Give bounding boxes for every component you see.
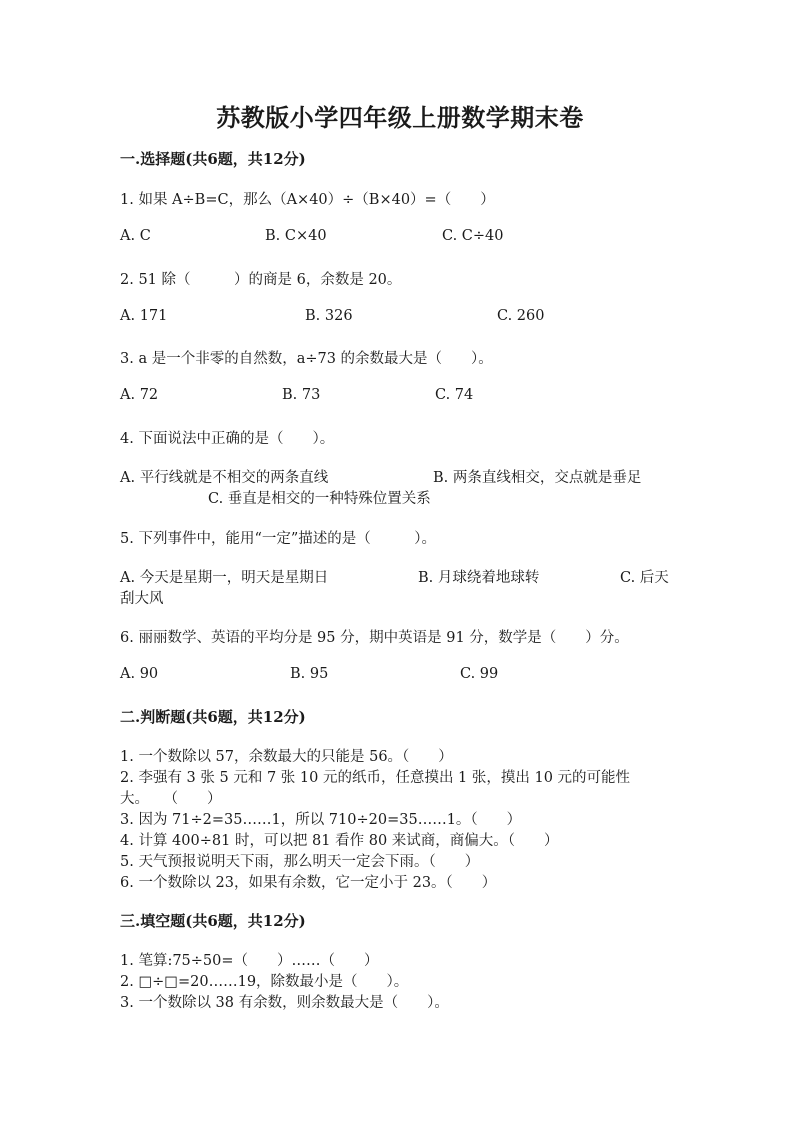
question-2-option-b: B. 326 — [305, 308, 353, 324]
question-5-stem: 5. 下列事件中，能用“一定”描述的是（ ）。 — [120, 531, 437, 547]
question-1-option-c: C. C÷40 — [442, 228, 504, 244]
question-3-option-b: B. 73 — [282, 387, 321, 403]
question-6-option-c: C. 99 — [460, 666, 499, 682]
question-3-option-c: C. 74 — [435, 387, 474, 403]
question-6-stem: 6. 丽丽数学、英语的平均分是 95 分，期中英语是 91 分，数学是（ ）分。 — [120, 630, 629, 646]
fill-blank-line-2: 2. □÷□=20……19，除数最小是（ ）。 — [120, 974, 409, 990]
judgement-line-3: 3. 因为 71÷2=35……1，所以 710÷20=35……1。（ ） — [120, 812, 522, 828]
question-2-option-c: C. 260 — [497, 308, 545, 324]
question-2-stem: 2. 51 除（ ）的商是 6，余数是 20。 — [120, 272, 402, 288]
question-4-stem: 4. 下面说法中正确的是（ ）。 — [120, 431, 335, 447]
question-6-option-b: B. 95 — [290, 666, 329, 682]
judgement-line-5: 5. 天气预报说明天下雨，那么明天一定会下雨。（ ） — [120, 854, 480, 870]
fill-blank-line-1: 1. 笔算:75÷50=（ ）……（ ） — [120, 953, 379, 969]
question-5-option-a: A. 今天是星期一，明天是星期日 — [120, 570, 329, 586]
section-heading-fill-blank: 三.填空题(共6题，共12分) — [120, 912, 306, 930]
exam-title: 苏教版小学四年级上册数学期末卷 — [216, 103, 584, 132]
question-1-option-b: B. C×40 — [265, 228, 327, 244]
question-4-option-a: A. 平行线就是不相交的两条直线 — [120, 470, 329, 486]
section-heading-judgement: 二.判断题(共6题，共12分) — [120, 708, 306, 726]
question-5-option-c-continued: 刮大风 — [120, 591, 164, 607]
question-5-option-c: C. 后天 — [620, 570, 669, 586]
question-4-option-c: C. 垂直是相交的一种特殊位置关系 — [208, 491, 431, 507]
question-1-option-a: A. C — [120, 228, 151, 244]
question-4-option-b: B. 两条直线相交，交点就是垂足 — [433, 470, 642, 486]
judgement-line-6: 6. 一个数除以 23，如果有余数，它一定小于 23。（ ） — [120, 875, 497, 891]
question-6-option-a: A. 90 — [120, 666, 159, 682]
judgement-line-4: 4. 计算 400÷81 时，可以把 81 看作 80 来试商，商偏大。（ ） — [120, 833, 559, 849]
fill-blank-line-3: 3. 一个数除以 38 有余数，则余数最大是（ ）。 — [120, 995, 449, 1011]
question-2-option-a: A. 171 — [120, 308, 168, 324]
question-3-stem: 3. a 是一个非零的自然数，a÷73 的余数最大是（ ）。 — [120, 351, 493, 367]
judgement-line-2-continued: 大。 （ ） — [120, 791, 222, 807]
section-heading-choice: 一.选择题(共6题，共12分) — [120, 150, 306, 168]
question-3-option-a: A. 72 — [120, 387, 159, 403]
question-1-stem: 1. 如果 A÷B=C，那么（A×40）÷（B×40）=（ ） — [120, 192, 495, 208]
question-5-option-b: B. 月球绕着地球转 — [418, 570, 540, 586]
judgement-line-1: 1. 一个数除以 57，余数最大的只能是 56。（ ） — [120, 749, 453, 765]
judgement-line-2: 2. 李强有 3 张 5 元和 7 张 10 元的纸币，任意摸出 1 张，摸出 10 元的可能性 — [120, 770, 631, 786]
